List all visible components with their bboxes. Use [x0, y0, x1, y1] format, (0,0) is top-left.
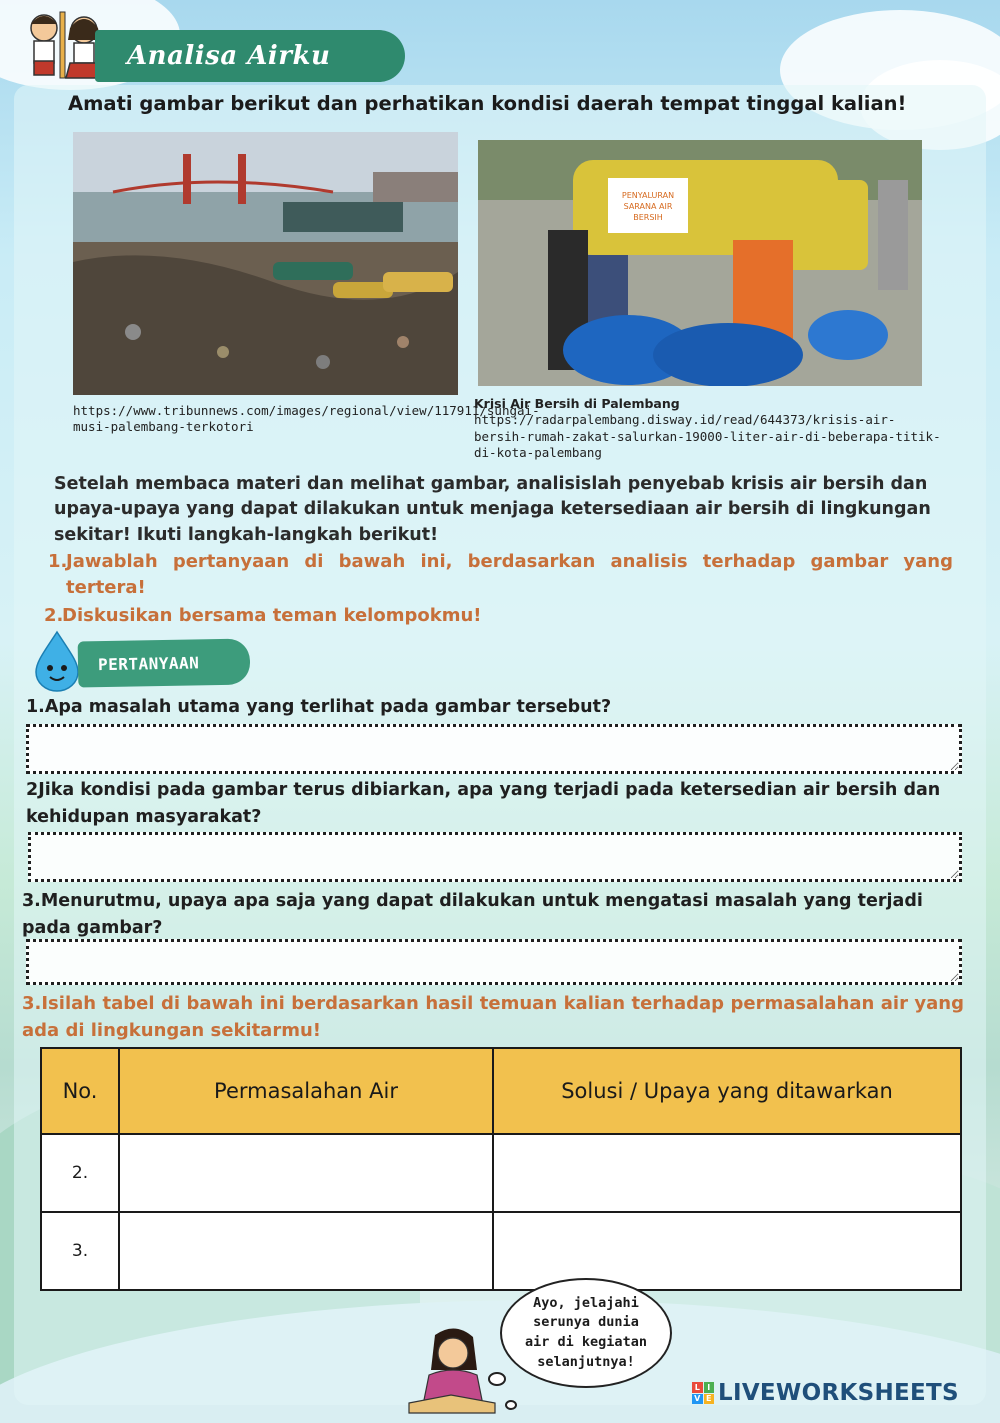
answer-3-input[interactable]: [26, 939, 962, 985]
header-problem: Permasalahan Air: [119, 1048, 493, 1134]
row-number: 3.: [41, 1212, 119, 1290]
right-photo-title: Krisi Air Bersih di Palembang: [474, 396, 680, 411]
liveworksheets-logo: L I V E LIVEWORKSHEETS: [692, 1380, 959, 1406]
header-no: No.: [41, 1048, 119, 1134]
header-solution: Solusi / Upaya yang ditawarkan: [493, 1048, 961, 1134]
problem-cell-input[interactable]: [119, 1212, 493, 1290]
row-number: 2.: [41, 1134, 119, 1212]
left-photo-source: https://www.tribunnews.com/images/regional/view/117911/sungai-musi-palembang-terkotori: [73, 403, 540, 435]
table-row: [41, 1212, 961, 1290]
table-instruction: 3.Isilah tabel di bawah ini berdasarkan hasil temuan kalian terhadap permasalahan air yang ada di lingkungan sekitarmu!: [22, 993, 964, 1041]
problem-cell-input[interactable]: [119, 1134, 493, 1212]
step-1: 1. Jawablah pertanyaan di bawah ini, berdasarkan analisis terhadap gambar yang tertera!: [48, 551, 953, 599]
step-2: 2. Diskusikan bersama teman kelompokmu!: [44, 605, 482, 627]
reading-girl-illustration: [405, 1325, 500, 1415]
right-photo-caption: [474, 396, 944, 461]
liveworksheets-icon: L I V E: [692, 1382, 714, 1404]
water-drop-icon: [32, 630, 82, 692]
title-banner: [95, 30, 405, 82]
water-problem-table: [40, 1047, 962, 1291]
question-1: 1.Apa masalah utama yang terlihat pada gambar tersebut?: [26, 697, 612, 717]
water-truck-photo: [478, 140, 922, 386]
speech-bubble: Ayo, jelajahi serunya dunia air di kegiatan selanjutnya!: [500, 1278, 672, 1388]
question-3: 3.Menurutmu, upaya apa saja yang dapat dilakukan untuk mengatasi masalah yang terjadi pada gambar?: [22, 891, 923, 939]
step-list: [44, 549, 953, 629]
page-title: Analisa Airku: [127, 41, 331, 71]
solution-cell-input[interactable]: [493, 1134, 961, 1212]
analysis-intro: Setelah membaca materi dan melihat gambar, analisislah penyebab krisis air bersih dan upaya-upaya yang dapat dilakukan untuk menjaga ketersediaan air bersih di lingkungan sekitar! Ikuti langkah-langkah berikut!: [54, 474, 931, 545]
truck-sign-text: PENYALURAN SARANA AIR BERSIH: [621, 191, 675, 222]
question-2: 2Jika kondisi pada gambar terus dibiarkan, apa yang terjadi pada ketersedian air bersih dan kehidupan masyarakat?: [26, 780, 941, 828]
polluted-river-photo: [73, 132, 458, 395]
table-row: [41, 1134, 961, 1212]
questions-badge: PERTANYAAN: [78, 639, 251, 688]
answer-2-input[interactable]: [28, 832, 962, 882]
right-photo-source: https://radarpalembang.disway.id/read/644373/krisis-air-bersih-rumah-zakat-salurkan-19000-liter-air-di-beberapa-titik-di-kota-palembang: [474, 412, 941, 460]
answer-1-input[interactable]: [26, 724, 962, 774]
solution-cell-input[interactable]: [493, 1212, 961, 1290]
observation-instruction: Amati gambar berikut dan perhatikan kondisi daerah tempat tinggal kalian!: [68, 92, 907, 115]
